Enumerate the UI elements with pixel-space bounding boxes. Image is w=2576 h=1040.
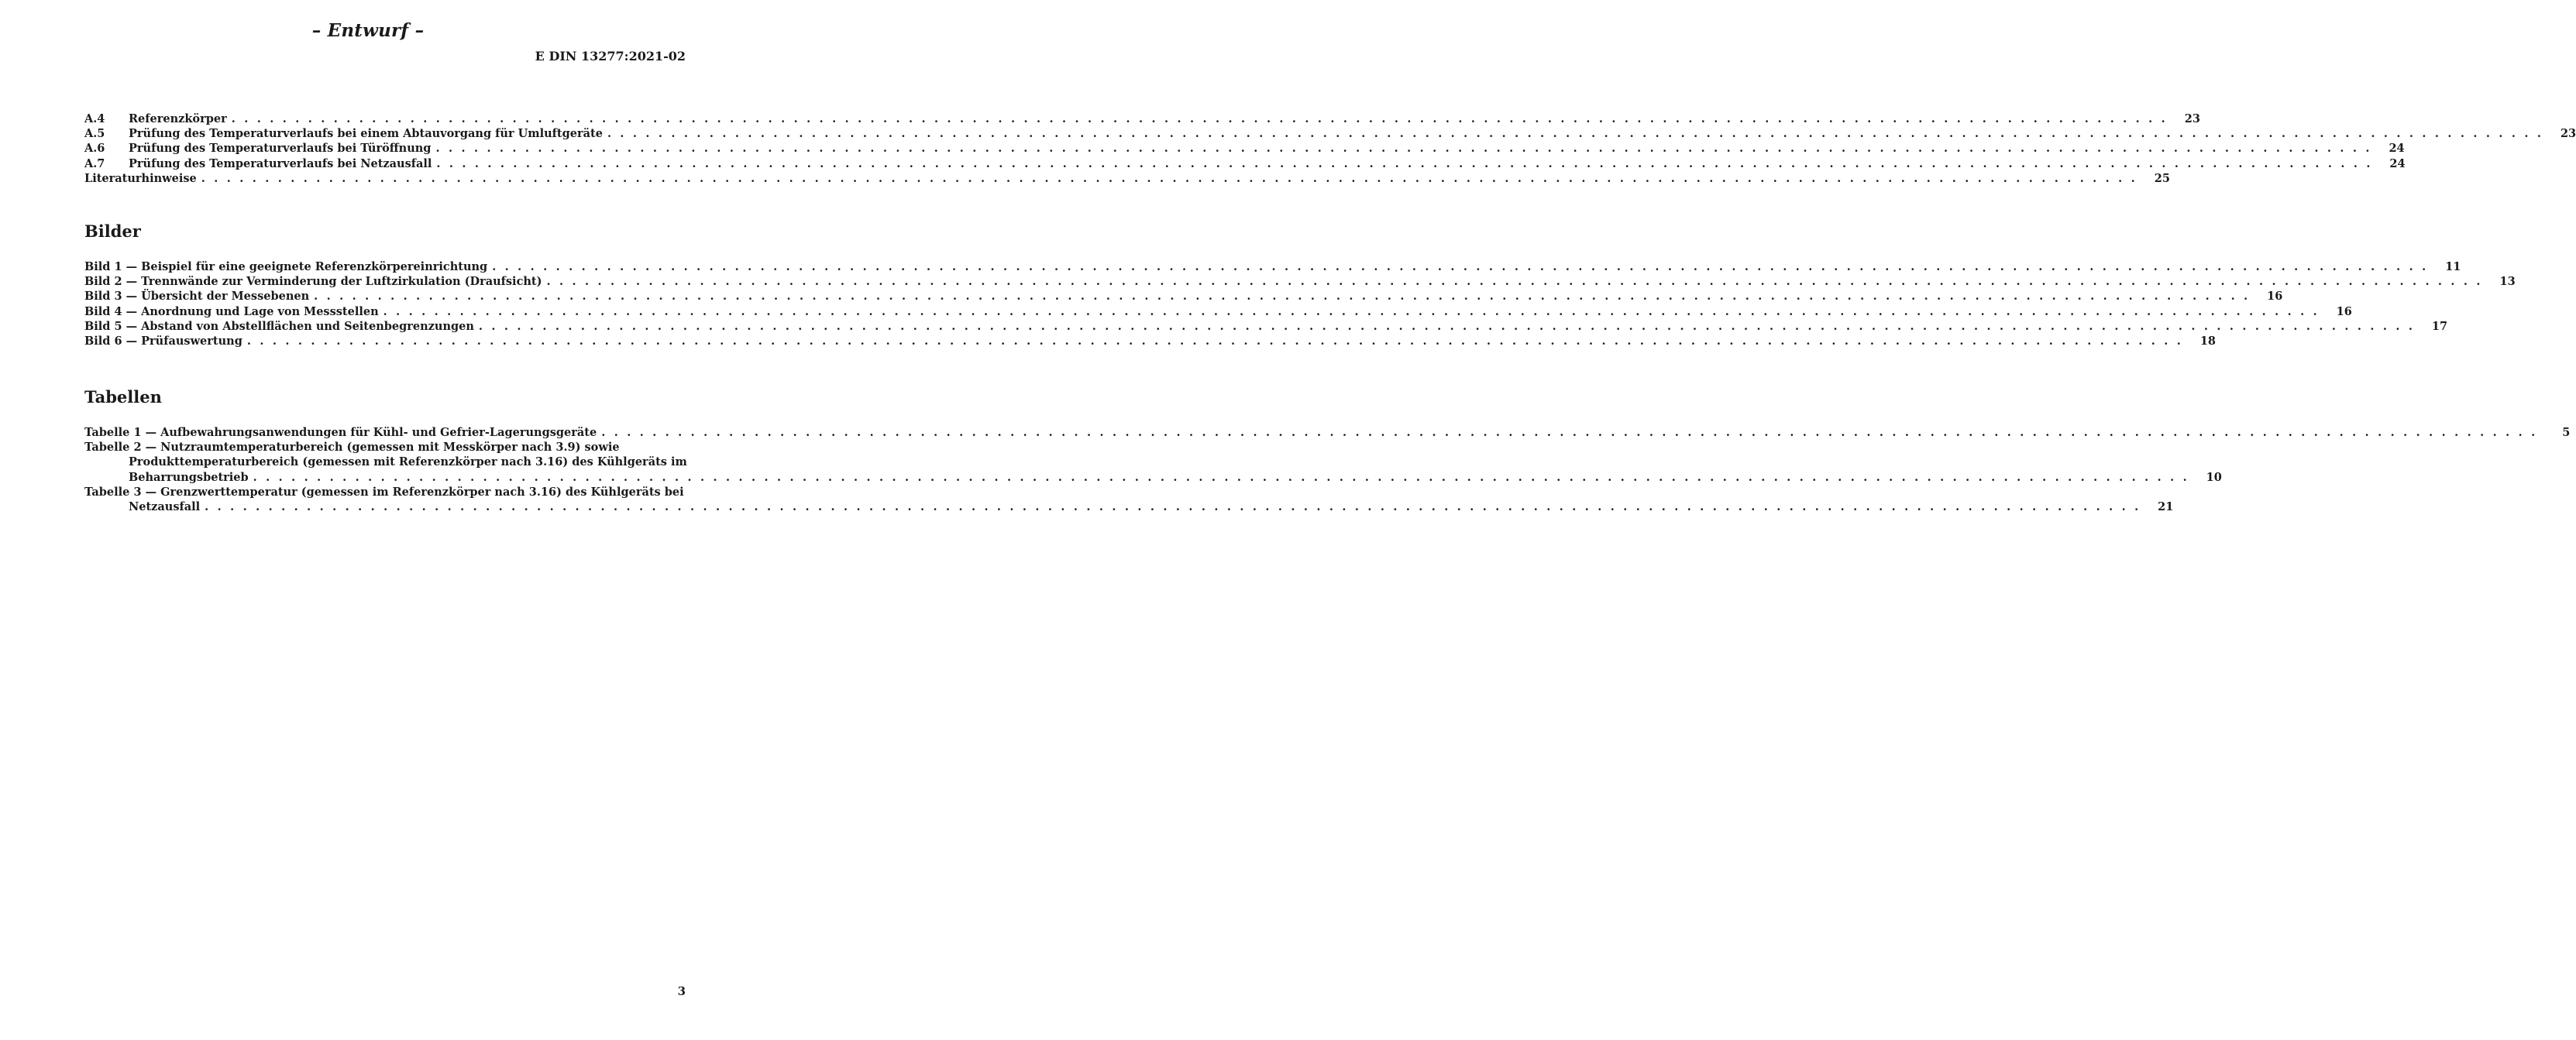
- toc-entry-number: A.4: [84, 112, 105, 125]
- leader-dots: [205, 499, 2141, 514]
- toc-entry-a4[interactable]: [84, 112, 2200, 126]
- table-entry-title-line: Tabelle 3 — Grenzwerttemperatur (gemessen im Referenzkörper nach 3.16) des Kühlgeräts bei: [84, 485, 684, 499]
- leader-dots: [247, 334, 2183, 348]
- tables-list: [84, 425, 2571, 514]
- toc-entry-page: 25: [2154, 171, 2170, 185]
- figure-entry-page: 16: [2336, 304, 2352, 318]
- figure-entry-page: 18: [2199, 335, 2217, 348]
- document-id: E DIN 13277:2021-02: [535, 49, 686, 63]
- figure-entry-page: 16: [2267, 290, 2283, 304]
- table-entry-last-line: [84, 470, 2222, 485]
- leader-dots: [201, 171, 2137, 186]
- toc-entry-title: Referenzkörper: [129, 112, 227, 125]
- toc-entry-number: A.6: [84, 142, 105, 156]
- table-entry-page: 21: [2158, 500, 2174, 514]
- leader-dots: [435, 141, 2371, 156]
- leader-dots: [547, 274, 2483, 289]
- toc-entry-a7[interactable]: [84, 156, 2406, 171]
- toc-entry-page: 23: [2184, 112, 2200, 125]
- table-entry[interactable]: [84, 440, 2222, 485]
- annex-toc: [84, 112, 2576, 186]
- figure-entry-title: Bild 2 — Trennwände zur Verminderung der Luftzirkulation (Draufsicht): [84, 275, 542, 289]
- leader-dots: [314, 289, 2250, 304]
- leader-dots: [601, 425, 2537, 440]
- toc-entry-title: Prüfung des Temperaturverlaufs bei Türöffnung: [129, 142, 432, 156]
- figure-entry-title: Bild 1 — Beispiel für eine geeignete Referenzkörpereinrichtung: [84, 260, 488, 273]
- figure-entry-title: Bild 6 — Prüfauswertung: [84, 335, 242, 348]
- figure-entry-page: 11: [2445, 260, 2461, 273]
- leader-dots: [479, 319, 2415, 334]
- table-entry[interactable]: [84, 485, 2174, 514]
- leader-dots: [383, 304, 2320, 319]
- figures-section: [84, 221, 686, 242]
- figure-entry[interactable]: [84, 334, 2217, 348]
- toc-entry-page: 24: [2389, 156, 2406, 170]
- table-entry-title-line: Tabelle 2 — Nutzraumtemperaturbereich (gemessen mit Messkörper nach 3.9) sowie: [84, 441, 620, 455]
- draft-mark: – Entwurf –: [311, 20, 425, 41]
- leader-dots: [436, 156, 2372, 171]
- toc-entry-title: Literaturhinweise: [84, 171, 197, 185]
- figure-entry[interactable]: [84, 319, 2448, 334]
- leader-dots: [607, 126, 2543, 141]
- toc-entry-number: A.5: [84, 127, 105, 141]
- leader-dots: [492, 259, 2428, 274]
- toc-entry-page: 24: [2389, 142, 2405, 156]
- tables-section: [84, 387, 686, 407]
- table-entry-title: Tabelle 1 — Aufbewahrungsanwendungen für Kühl- und Gefrier-Lagerungsgeräte: [84, 426, 597, 439]
- toc-entry-number: A.7: [84, 156, 105, 170]
- table-entry-last-line: [84, 499, 2174, 514]
- figure-entry-page: 13: [2499, 275, 2516, 289]
- toc-entry-a6[interactable]: [84, 141, 2405, 156]
- figure-entry[interactable]: [84, 289, 2283, 304]
- figure-entry[interactable]: [84, 274, 2516, 289]
- toc-entry-literature[interactable]: [84, 171, 2170, 186]
- figure-entry-title: Bild 4 — Anordnung und Lage von Messstellen: [84, 304, 379, 318]
- leader-dots: [253, 470, 2189, 485]
- figure-entry[interactable]: [84, 304, 2352, 319]
- table-entry-page: 10: [2206, 470, 2222, 484]
- toc-entry-a5[interactable]: [84, 126, 2576, 141]
- leader-dots: [232, 112, 2168, 126]
- figures-list: [84, 259, 2516, 348]
- tables-heading: Tabellen: [84, 387, 162, 407]
- page-number: 3: [677, 984, 686, 998]
- figures-heading: Bilder: [84, 221, 141, 241]
- table-entry-title-line: Beharrungsbetrieb: [129, 470, 249, 484]
- toc-entry-page: 23: [2560, 127, 2576, 141]
- figure-entry-title: Bild 3 — Übersicht der Messebenen: [84, 290, 310, 304]
- toc-entry-title: Prüfung des Temperaturverlaufs bei Netzausfall: [129, 156, 432, 170]
- figure-entry-title: Bild 5 — Abstand von Abstellflächen und Seitenbegrenzungen: [84, 319, 474, 333]
- figure-entry[interactable]: [84, 259, 2461, 274]
- table-entry-title-line: Netzausfall: [129, 500, 201, 514]
- table-entry-page: 5: [2562, 426, 2571, 439]
- toc-entry-title: Prüfung des Temperaturverlaufs bei einem Abtauvorgang für Umluftgeräte: [129, 127, 603, 141]
- table-entry-title-line: Produkttemperaturbereich (gemessen mit Referenzkörper nach 3.16) des Kühlgeräts im: [129, 455, 687, 469]
- table-entry[interactable]: [84, 425, 2571, 440]
- figure-entry-page: 17: [2431, 319, 2448, 333]
